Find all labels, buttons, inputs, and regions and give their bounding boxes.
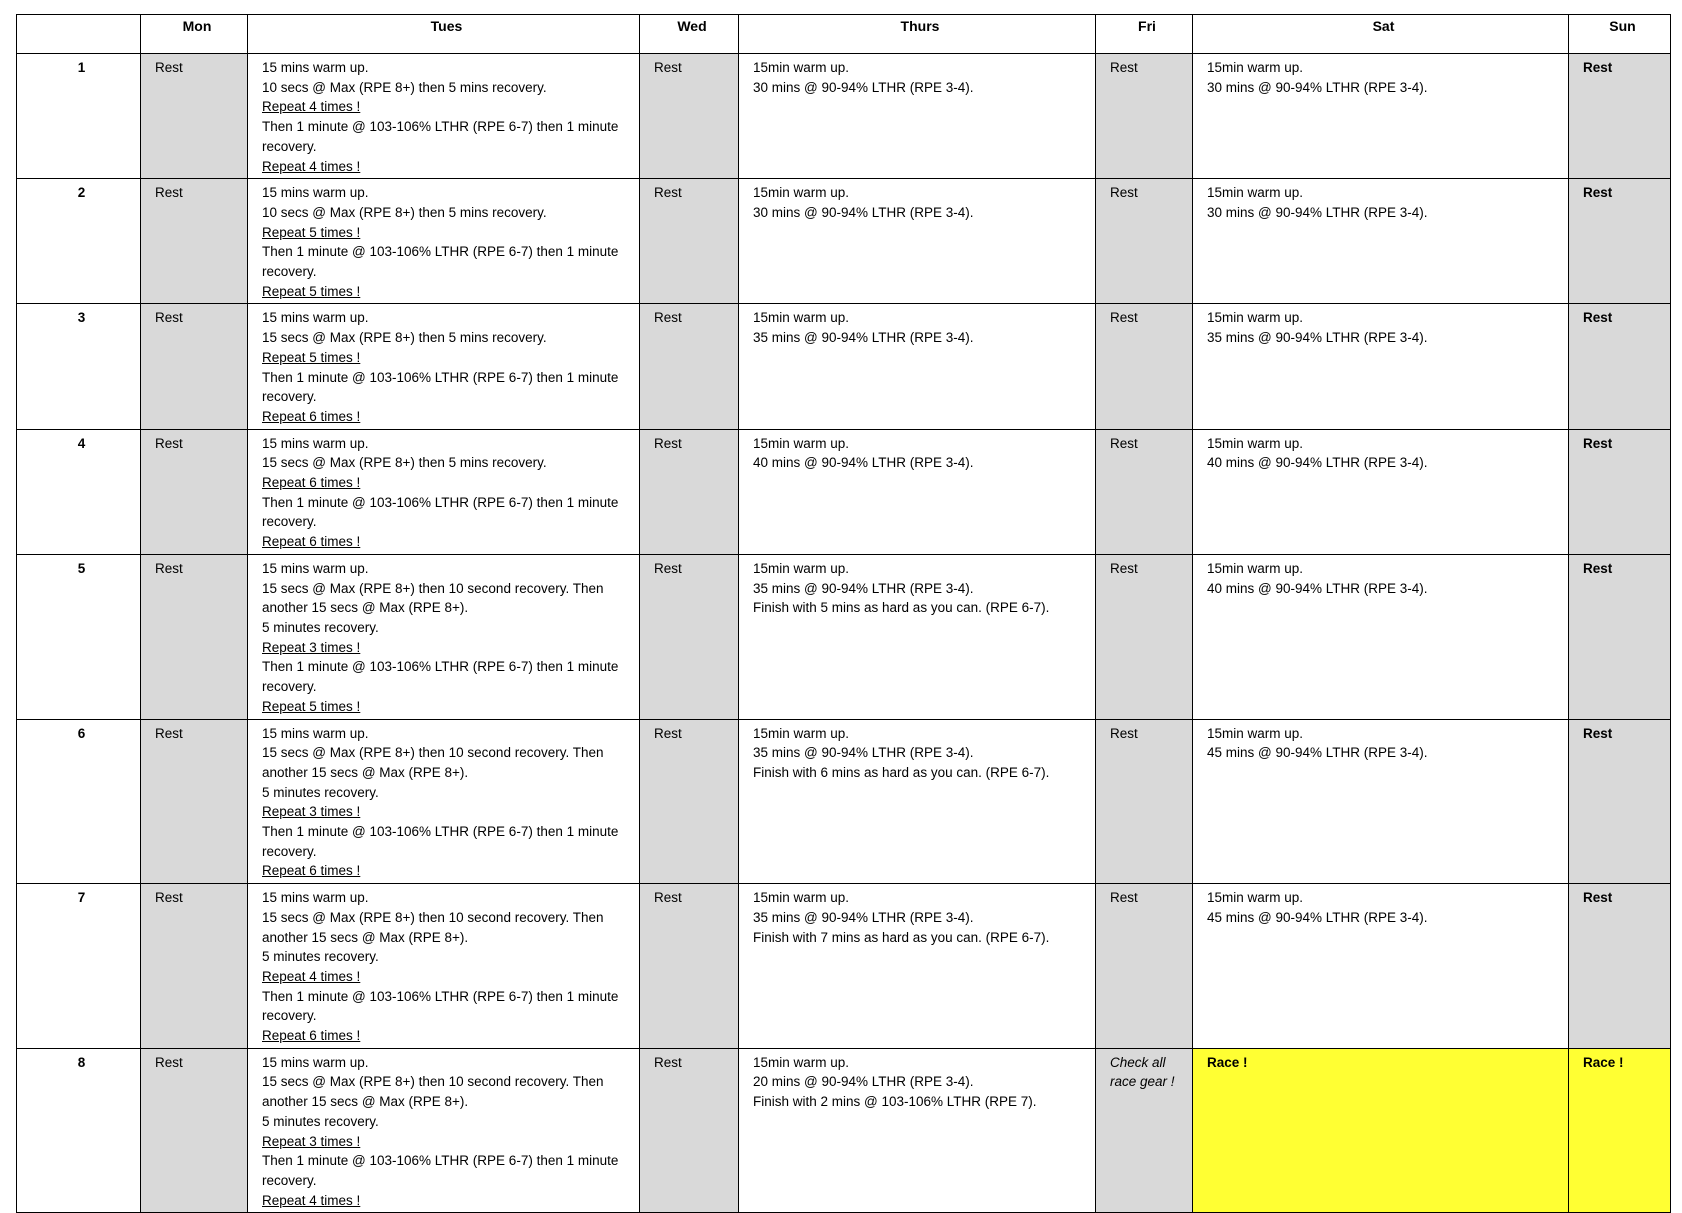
header-fri: Fri (1096, 15, 1193, 54)
tues-line: 15 mins warm up. (262, 60, 369, 75)
thurs-line: 30 mins @ 90-94% LTHR (RPE 3-4). (753, 204, 974, 220)
cell-text: 2 (77, 185, 86, 201)
cell-text: Rest (1583, 890, 1613, 906)
fri-cell (1096, 554, 1193, 719)
cell-text: 5 (77, 560, 86, 576)
cell-text: Race ! (1583, 1054, 1624, 1070)
cell-text: Rest (1110, 435, 1138, 451)
tues-line: Repeat 6 times ! (262, 408, 361, 424)
sat-line: 15min warm up. (1207, 560, 1304, 576)
tues-line: Then 1 minute @ 103-106% LTHR (RPE 6-7) then 1 minute recovery. (262, 824, 619, 859)
wed-cell (640, 1048, 739, 1213)
tues-line: 5 minutes recovery. (262, 784, 379, 800)
tues-line: Repeat 5 times ! (262, 283, 361, 299)
sun-cell (1569, 554, 1671, 719)
sun-cell (1569, 429, 1671, 554)
thurs-line: 40 mins @ 90-94% LTHR (RPE 3-4). (753, 455, 974, 471)
week-number (17, 179, 141, 304)
week-number (17, 719, 141, 884)
tues-line: 15 secs @ Max (RPE 8+) then 10 second recovery. Then another 15 secs @ Max (RPE 8+). (262, 909, 604, 945)
cell-text: Rest (654, 185, 682, 201)
thurs-line: 20 mins @ 90-94% LTHR (RPE 3-4). (753, 1074, 974, 1090)
tues-line: 15 mins warm up. (262, 725, 369, 741)
sat-cell (1193, 429, 1569, 554)
table-row (17, 304, 1671, 429)
fri-cell (1096, 884, 1193, 1049)
table-row (17, 884, 1671, 1049)
tues-line: 15 secs @ Max (RPE 8+) then 10 second recovery. Then another 15 secs @ Max (RPE 8+). (262, 580, 604, 616)
cell-text: Rest (1583, 60, 1613, 75)
thurs-line: 15min warm up. (753, 1054, 850, 1070)
thurs-cell (739, 179, 1096, 304)
cell-text: Rest (1110, 310, 1138, 326)
sun-cell (1569, 179, 1671, 304)
week-number (17, 1048, 141, 1213)
tues-line: Repeat 4 times ! (262, 158, 361, 174)
tues-line: Repeat 6 times ! (262, 475, 361, 491)
sun-cell (1569, 719, 1671, 884)
wed-cell (640, 179, 739, 304)
table-row (17, 429, 1671, 554)
header-week (17, 15, 141, 54)
cell-text: Rest (654, 60, 682, 75)
thurs-line: Finish with 6 mins as hard as you can. (RPE 6-7). (753, 764, 1050, 780)
header-wed: Wed (640, 15, 739, 54)
tues-line: Repeat 4 times ! (262, 968, 361, 984)
cell-text: Rest (155, 60, 183, 75)
mon-cell (141, 304, 248, 429)
tues-line: 15 secs @ Max (RPE 8+) then 5 mins recovery. (262, 330, 547, 346)
sat-line: 45 mins @ 90-94% LTHR (RPE 3-4). (1207, 909, 1428, 925)
cell-text: Rest (155, 560, 183, 576)
cell-text: Rest (1110, 185, 1138, 201)
header-mon: Mon (141, 15, 248, 54)
cell-text: Rest (1583, 435, 1613, 451)
header-sun: Sun (1569, 15, 1671, 54)
thurs-line: 35 mins @ 90-94% LTHR (RPE 3-4). (753, 745, 974, 761)
thurs-line: 30 mins @ 90-94% LTHR (RPE 3-4). (753, 79, 974, 95)
cell-text: Rest (1583, 725, 1613, 741)
thurs-line: Finish with 5 mins as hard as you can. (RPE 6-7). (753, 600, 1050, 616)
tues-line: Then 1 minute @ 103-106% LTHR (RPE 6-7) then 1 minute recovery. (262, 988, 619, 1024)
sun-cell (1569, 304, 1671, 429)
tues-cell (248, 719, 640, 884)
cell-text: Rest (1583, 560, 1613, 576)
tues-line: 15 secs @ Max (RPE 8+) then 10 second recovery. Then another 15 secs @ Max (RPE 8+). (262, 745, 604, 780)
tues-line: Repeat 3 times ! (262, 804, 361, 820)
fri-cell (1096, 1048, 1193, 1213)
tues-line: 15 mins warm up. (262, 310, 369, 326)
table-row (17, 54, 1671, 179)
tues-line: Repeat 6 times ! (262, 534, 361, 550)
mon-cell (141, 1048, 248, 1213)
thurs-line: 15min warm up. (753, 890, 850, 906)
week-number (17, 54, 141, 179)
tues-line: Repeat 3 times ! (262, 639, 361, 655)
tues-line: Repeat 3 times ! (262, 1133, 361, 1149)
wed-cell (640, 54, 739, 179)
tues-line: 10 secs @ Max (RPE 8+) then 5 mins recovery. (262, 79, 547, 95)
tues-line: Repeat 6 times ! (262, 1028, 361, 1044)
cell-text: Rest (155, 310, 183, 326)
sat-line: 15min warm up. (1207, 310, 1304, 326)
sun-cell (1569, 884, 1671, 1049)
header-row (17, 15, 1671, 54)
thurs-line: 35 mins @ 90-94% LTHR (RPE 3-4). (753, 580, 974, 596)
cell-text: 4 (77, 435, 86, 451)
thurs-line: 35 mins @ 90-94% LTHR (RPE 3-4). (753, 909, 974, 925)
cell-text: Rest (654, 560, 682, 576)
table-row (17, 554, 1671, 719)
cell-text: Rest (155, 890, 183, 906)
wed-cell (640, 719, 739, 884)
tues-line: 15 secs @ Max (RPE 8+) then 5 mins recovery. (262, 455, 547, 471)
tues-cell (248, 554, 640, 719)
tues-line: 15 mins warm up. (262, 1054, 369, 1070)
tues-line: Then 1 minute @ 103-106% LTHR (RPE 6-7) then 1 minute recovery. (262, 1153, 619, 1188)
thurs-cell (739, 54, 1096, 179)
tues-line: 15 secs @ Max (RPE 8+) then 10 second recovery. Then another 15 secs @ Max (RPE 8+). (262, 1074, 604, 1110)
sat-line: 30 mins @ 90-94% LTHR (RPE 3-4). (1207, 79, 1428, 95)
tues-cell (248, 884, 640, 1049)
cell-text: Rest (155, 435, 183, 451)
tues-line: Repeat 4 times ! (262, 1192, 361, 1208)
tues-line: Repeat 6 times ! (262, 863, 361, 879)
sat-cell (1193, 304, 1569, 429)
sun-cell (1569, 1048, 1671, 1213)
mon-cell (141, 429, 248, 554)
cell-text: Rest (654, 435, 682, 451)
tues-line: Then 1 minute @ 103-106% LTHR (RPE 6-7) then 1 minute recovery. (262, 659, 619, 695)
cell-text: Rest (654, 725, 682, 741)
cell-text: 8 (77, 1054, 86, 1070)
cell-text: 7 (77, 890, 86, 906)
thurs-line: 15min warm up. (753, 725, 850, 741)
thurs-cell (739, 304, 1096, 429)
cell-text: Rest (1110, 725, 1138, 741)
training-plan-table (16, 14, 1671, 1213)
week-number (17, 304, 141, 429)
cell-text: Rest (1583, 185, 1613, 201)
cell-text: 6 (77, 725, 86, 741)
week-number (17, 429, 141, 554)
thurs-line: 35 mins @ 90-94% LTHR (RPE 3-4). (753, 330, 974, 346)
sat-line: 15min warm up. (1207, 890, 1304, 906)
cell-text: Rest (654, 310, 682, 326)
cell-text: 3 (77, 310, 86, 326)
week-number (17, 884, 141, 1049)
tues-line: 15 mins warm up. (262, 560, 369, 576)
mon-cell (141, 54, 248, 179)
fri-cell (1096, 719, 1193, 884)
sat-line: 30 mins @ 90-94% LTHR (RPE 3-4). (1207, 204, 1428, 220)
sat-line: 40 mins @ 90-94% LTHR (RPE 3-4). (1207, 455, 1428, 471)
tues-line: Then 1 minute @ 103-106% LTHR (RPE 6-7) then 1 minute recovery. (262, 119, 619, 154)
tues-line: 10 secs @ Max (RPE 8+) then 5 mins recovery. (262, 204, 547, 220)
sat-line: 15min warm up. (1207, 60, 1304, 75)
sat-line: 40 mins @ 90-94% LTHR (RPE 3-4). (1207, 580, 1428, 596)
tues-line: Repeat 5 times ! (262, 224, 361, 240)
thurs-line: 15min warm up. (753, 560, 850, 576)
sat-line: 15min warm up. (1207, 725, 1304, 741)
sat-line: 45 mins @ 90-94% LTHR (RPE 3-4). (1207, 745, 1428, 761)
tues-line: 5 minutes recovery. (262, 619, 379, 635)
sat-cell (1193, 554, 1569, 719)
cell-text: Rest (1110, 560, 1138, 576)
fri-cell (1096, 179, 1193, 304)
sat-line: 15min warm up. (1207, 185, 1304, 201)
cell-text: Rest (155, 185, 183, 201)
tues-line: 15 mins warm up. (262, 185, 369, 201)
header-thurs: Thurs (739, 15, 1096, 54)
thurs-line: Finish with 7 mins as hard as you can. (RPE 6-7). (753, 929, 1050, 945)
sat-cell (1193, 884, 1569, 1049)
tues-cell (248, 179, 640, 304)
table-row (17, 1048, 1671, 1213)
tues-line: Repeat 4 times ! (262, 99, 361, 115)
tues-cell (248, 1048, 640, 1213)
cell-text: Rest (1110, 60, 1138, 75)
sun-cell (1569, 54, 1671, 179)
sat-cell (1193, 1048, 1569, 1213)
thurs-line: 15min warm up. (753, 310, 850, 326)
sat-line: 15min warm up. (1207, 435, 1304, 451)
tues-line: Then 1 minute @ 103-106% LTHR (RPE 6-7) then 1 minute recovery. (262, 494, 619, 530)
cell-text: Rest (654, 1054, 682, 1070)
sat-line: 35 mins @ 90-94% LTHR (RPE 3-4). (1207, 330, 1428, 346)
fri-cell (1096, 429, 1193, 554)
mon-cell (141, 884, 248, 1049)
sat-cell (1193, 179, 1569, 304)
header-tues: Tues (248, 15, 640, 54)
tues-line: Then 1 minute @ 103-106% LTHR (RPE 6-7) then 1 minute recovery. (262, 244, 619, 280)
wed-cell (640, 884, 739, 1049)
thurs-cell (739, 429, 1096, 554)
cell-text: Rest (155, 1054, 183, 1070)
mon-cell (141, 554, 248, 719)
week-number (17, 554, 141, 719)
tues-line: 15 mins warm up. (262, 435, 369, 451)
wed-cell (640, 304, 739, 429)
thurs-cell (739, 719, 1096, 884)
tues-cell (248, 304, 640, 429)
tues-line: Repeat 5 times ! (262, 349, 361, 365)
cell-text: Rest (654, 890, 682, 906)
table-row (17, 719, 1671, 884)
cell-text: Rest (155, 725, 183, 741)
table-row (17, 179, 1671, 304)
sat-cell (1193, 719, 1569, 884)
fri-cell (1096, 54, 1193, 179)
tues-cell (248, 54, 640, 179)
tues-line: 5 minutes recovery. (262, 1113, 379, 1129)
tues-line: 5 minutes recovery. (262, 949, 379, 965)
sat-line: Race ! (1207, 1054, 1248, 1070)
sat-cell (1193, 54, 1569, 179)
fri-cell (1096, 304, 1193, 429)
cell-text: Check all race gear ! (1110, 1054, 1175, 1090)
thurs-cell (739, 884, 1096, 1049)
cell-text: Rest (1583, 310, 1613, 326)
cell-text: 1 (77, 60, 86, 75)
thurs-line: Finish with 2 mins @ 103-106% LTHR (RPE 7). (753, 1094, 1037, 1110)
wed-cell (640, 429, 739, 554)
tues-line: Repeat 5 times ! (262, 698, 361, 714)
tues-cell (248, 429, 640, 554)
header-sat: Sat (1193, 15, 1569, 54)
tues-line: 15 mins warm up. (262, 890, 369, 906)
thurs-line: 15min warm up. (753, 435, 850, 451)
tues-line: Then 1 minute @ 103-106% LTHR (RPE 6-7) then 1 minute recovery. (262, 369, 619, 405)
thurs-cell (739, 554, 1096, 719)
mon-cell (141, 179, 248, 304)
mon-cell (141, 719, 248, 884)
thurs-line: 15min warm up. (753, 60, 850, 75)
cell-text: Rest (1110, 890, 1138, 906)
plan-body (17, 54, 1671, 1213)
thurs-cell (739, 1048, 1096, 1213)
thurs-line: 15min warm up. (753, 185, 850, 201)
wed-cell (640, 554, 739, 719)
